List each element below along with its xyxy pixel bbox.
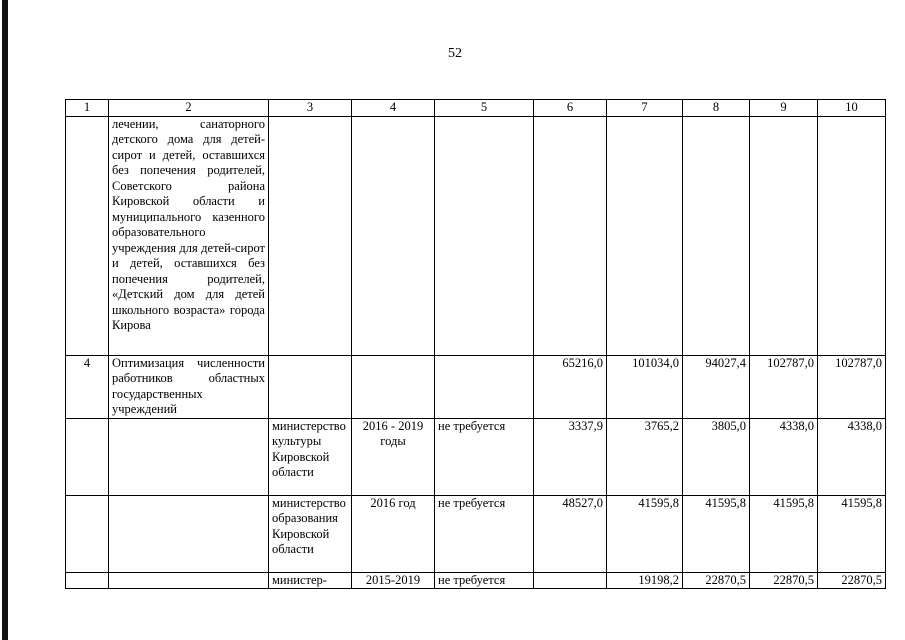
table-row (66, 116, 886, 355)
cell-number (66, 572, 109, 589)
cell-value-9: 102787,0 (750, 355, 818, 418)
cell-period: 2016 год (352, 495, 435, 572)
table-row (66, 418, 886, 495)
cell-executor: министерство культуры Кировской области (269, 418, 352, 495)
cell-value-8: 94027,4 (683, 355, 750, 418)
cell-requirement: не требуется (435, 418, 534, 495)
cell-requirement: не требуется (435, 495, 534, 572)
cell-executor: министер- (269, 572, 352, 589)
cell-description (109, 572, 269, 589)
cell-value-6 (534, 572, 607, 589)
col-header-10: 10 (818, 100, 886, 117)
cell-requirement (435, 116, 534, 355)
cell-requirement (435, 355, 534, 418)
cell-period (352, 116, 435, 355)
col-header-7: 7 (607, 100, 683, 117)
header-row (66, 100, 886, 117)
col-header-3: 3 (269, 100, 352, 117)
cell-value-7: 101034,0 (607, 355, 683, 418)
cell-value-8: 41595,8 (683, 495, 750, 572)
cell-value-8: 22870,5 (683, 572, 750, 589)
cell-value-9: 4338,0 (750, 418, 818, 495)
page-number: 52 (448, 46, 462, 61)
cell-number: 4 (66, 355, 109, 418)
cell-number (66, 495, 109, 572)
table-row (66, 572, 886, 589)
cell-value-6: 48527,0 (534, 495, 607, 572)
cell-description (109, 495, 269, 572)
cell-number (66, 116, 109, 355)
cell-executor (269, 116, 352, 355)
col-header-4: 4 (352, 100, 435, 117)
cell-number (66, 418, 109, 495)
cell-value-10 (818, 116, 886, 355)
table-row (66, 495, 886, 572)
cell-value-9: 41595,8 (750, 495, 818, 572)
cell-value-8 (683, 116, 750, 355)
cell-description: Оптимизация численности работников областных государственных учреждений (109, 355, 269, 418)
col-header-1: 1 (66, 100, 109, 117)
col-header-8: 8 (683, 100, 750, 117)
cell-value-10: 22870,5 (818, 572, 886, 589)
cell-description: лечении, санаторного детского дома для детей-сирот и детей, оставшихся без попечения родителей, Советского района Кировской области и муниципального казенного образовательного учреждения для детей-сирот и детей, оставшихся без попечения родителей, «Детский дом для детей школьного возраста» города Кирова (109, 116, 269, 355)
cell-period (352, 355, 435, 418)
cell-value-6: 3337,9 (534, 418, 607, 495)
cell-description (109, 418, 269, 495)
page-left-edge-bar (2, 0, 8, 640)
cell-requirement: не требуется (435, 572, 534, 589)
cell-period: 2015-2019 (352, 572, 435, 589)
cell-value-7: 41595,8 (607, 495, 683, 572)
col-header-2: 2 (109, 100, 269, 117)
col-header-9: 9 (750, 100, 818, 117)
cell-value-9: 22870,5 (750, 572, 818, 589)
cell-value-7 (607, 116, 683, 355)
cell-executor: министерство образования Кировской области (269, 495, 352, 572)
cell-value-10: 4338,0 (818, 418, 886, 495)
cell-value-6: 65216,0 (534, 355, 607, 418)
cell-value-10: 102787,0 (818, 355, 886, 418)
cell-value-8: 3805,0 (683, 418, 750, 495)
cell-value-9 (750, 116, 818, 355)
cell-value-7: 3765,2 (607, 418, 683, 495)
data-table (65, 99, 886, 589)
col-header-6: 6 (534, 100, 607, 117)
cell-value-6 (534, 116, 607, 355)
cell-period: 2016 - 2019 годы (352, 418, 435, 495)
table-row (66, 355, 886, 418)
cell-executor (269, 355, 352, 418)
cell-value-7: 19198,2 (607, 572, 683, 589)
col-header-5: 5 (435, 100, 534, 117)
cell-value-10: 41595,8 (818, 495, 886, 572)
